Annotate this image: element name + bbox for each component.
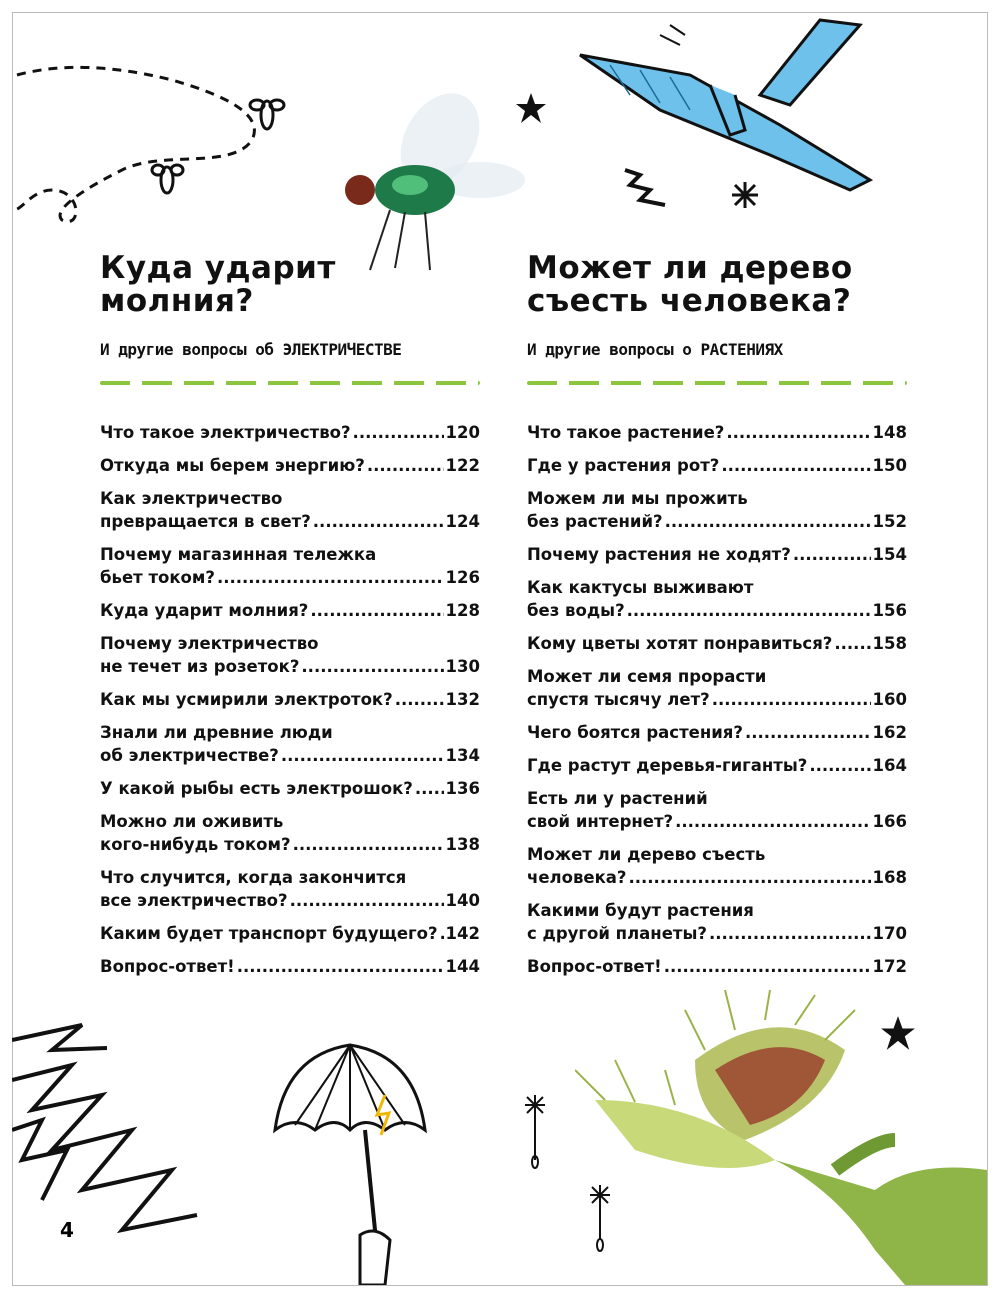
toc-entry-line (527, 922, 907, 945)
dot-leader (281, 744, 444, 767)
toc-page-number: 124 (445, 512, 480, 531)
dot-leader (809, 754, 870, 777)
dandelion-seed-icon (520, 1090, 550, 1170)
toc-entry-title: Чего боятся растения? (527, 723, 743, 742)
toc-page-number: 130 (445, 657, 480, 676)
toc-page-number: 156 (872, 601, 907, 620)
section-subtitle: И другие вопросы об ЭЛЕКТРИЧЕСТВЕ (100, 340, 402, 359)
zigzag-doodle-icon (620, 165, 680, 210)
toc-entry-title: Вопрос-ответ! (527, 957, 662, 976)
toc-entry-line (527, 599, 907, 622)
toc-entry-title: Почему электричество (100, 634, 319, 653)
toc-entry-line (100, 777, 480, 800)
toc-entry-line (100, 810, 480, 833)
page-number: 4 (60, 1218, 74, 1242)
toc-page-number: 170 (872, 924, 907, 943)
fly-illustration (330, 90, 530, 275)
dot-leader (415, 777, 444, 800)
toc-entry[interactable] (100, 599, 480, 622)
toc-entry-title: без воды? (527, 601, 625, 620)
toc-entry-line (527, 787, 907, 810)
toc-entry-title: Где у растения рот? (527, 456, 720, 475)
toc-entry-title: Куда ударит молния? (100, 601, 309, 620)
toc-entry-line (100, 721, 480, 744)
toc-entry-title: свой интернет? (527, 812, 674, 831)
toc-entry-title: спустя тысячу лет? (527, 690, 710, 709)
toc-page-number: 172 (872, 957, 907, 976)
toc-page-number: 162 (872, 723, 907, 742)
star-icon (515, 92, 547, 124)
toc-entry-title: Может ли дерево съесть (527, 845, 766, 864)
toc-entry-title: Есть ли у растений (527, 789, 708, 808)
venus-flytrap-illustration (575, 990, 987, 1285)
toc-entry[interactable] (100, 421, 480, 444)
toc-entry-title: Почему магазинная тележка (100, 545, 377, 564)
toc-entry-title: Знали ли древние люди (100, 723, 333, 742)
toc-page-number: 160 (872, 690, 907, 709)
title-line: съесть человека? (527, 283, 852, 319)
dot-leader (628, 866, 870, 889)
toc-entry-title: все электричество? (100, 891, 288, 910)
toc-entry[interactable] (527, 487, 907, 533)
toc-entry-line (100, 866, 480, 889)
flies-doodle-icon (12, 60, 312, 230)
toc-entry-line (100, 566, 480, 589)
toc-entry[interactable] (100, 721, 480, 767)
toc-entry[interactable] (527, 899, 907, 945)
dot-leader (301, 655, 443, 678)
toc-entry[interactable] (100, 922, 480, 945)
toc-entry-line (100, 543, 480, 566)
toc-entry[interactable] (527, 665, 907, 711)
dot-leader (627, 599, 871, 622)
toc-entry-title: Можем ли мы прожить (527, 489, 748, 508)
dot-leader (290, 889, 444, 912)
dot-leader (395, 688, 444, 711)
toc-entry-title: Что случится, когда закончится (100, 868, 407, 887)
toc-entry-line (527, 665, 907, 688)
toc-list (527, 421, 907, 978)
toc-entry-title: Кому цветы хотят понравиться? (527, 634, 833, 653)
toc-page-number: 150 (872, 456, 907, 475)
toc-entry-title: Каким будет транспорт будущего? (100, 924, 438, 943)
dot-leader (745, 721, 871, 744)
toc-entry[interactable] (100, 543, 480, 589)
toc-page-number: 152 (872, 512, 907, 531)
dot-leader (665, 510, 871, 533)
toc-entry[interactable] (100, 454, 480, 477)
dandelion-seed-icon (585, 1180, 615, 1260)
toc-entry-line (527, 421, 907, 444)
dot-leader (709, 922, 871, 945)
toc-entry[interactable] (527, 787, 907, 833)
toc-entry[interactable] (100, 777, 480, 800)
dot-leader (712, 688, 871, 711)
dot-leader (440, 922, 444, 945)
toc-page-number: 134 (445, 746, 480, 765)
toc-entry-line (100, 833, 480, 856)
toc-entry-title: Откуда мы берем энергию? (100, 456, 365, 475)
section-title (527, 252, 907, 318)
toc-entry-line (527, 866, 907, 889)
toc-entry-title: с другой планеты? (527, 924, 707, 943)
section-title (100, 252, 480, 318)
toc-entry-line (527, 454, 907, 477)
toc-entry-title: Почему растения не ходят? (527, 545, 791, 564)
toc-entry-line (100, 922, 480, 945)
toc-page-number: 144 (445, 957, 480, 976)
dot-leader (793, 543, 871, 566)
dot-leader (313, 510, 444, 533)
dot-leader (367, 454, 444, 477)
toc-page-number: 148 (872, 423, 907, 442)
toc-entry[interactable] (527, 632, 907, 655)
dot-leader (664, 955, 871, 978)
toc-entry-line (527, 632, 907, 655)
toc-entry[interactable] (100, 632, 480, 678)
toc-entry[interactable] (100, 810, 480, 856)
toc-entry[interactable] (527, 843, 907, 889)
umbrella-illustration (265, 1035, 435, 1285)
dot-leader (721, 454, 870, 477)
toc-page-number: 168 (872, 868, 907, 887)
toc-entry-title: Может ли семя прорасти (527, 667, 767, 686)
toc-entry[interactable] (527, 421, 907, 444)
dot-leader (310, 599, 443, 622)
divider (100, 381, 480, 385)
toc-entry-line (100, 688, 480, 711)
dot-leader (217, 566, 444, 589)
toc-entry-line (527, 510, 907, 533)
toc-entry-title: об электричестве? (100, 746, 279, 765)
toc-entry-title: человека? (527, 868, 627, 887)
toc-entry[interactable] (527, 454, 907, 477)
toc-entry-line (527, 721, 907, 744)
toc-section-electricity (100, 252, 480, 988)
toc-page-number: 166 (872, 812, 907, 831)
toc-page-number: 120 (445, 423, 480, 442)
toc-entry[interactable] (527, 543, 907, 566)
toc-page-number: 128 (445, 601, 480, 620)
toc-entry-title: Что такое растение? (527, 423, 725, 442)
toc-entry-line (100, 955, 480, 978)
toc-list (100, 421, 480, 978)
toc-entry[interactable] (100, 866, 480, 912)
toc-entry-title: кого-нибудь током? (100, 835, 291, 854)
toc-entry-title: Как кактусы выживают (527, 578, 754, 597)
title-line: молния? (100, 283, 254, 319)
toc-entry[interactable] (527, 721, 907, 744)
dot-leader (675, 810, 870, 833)
divider (527, 381, 907, 385)
star-icon (880, 1015, 916, 1051)
dot-leader (293, 833, 444, 856)
toc-entry-line (100, 744, 480, 767)
toc-entry-title: Где растут деревья-гиганты? (527, 756, 808, 775)
toc-page-number: 132 (445, 690, 480, 709)
toc-entry-line (100, 599, 480, 622)
toc-entry[interactable] (527, 576, 907, 622)
toc-page-number: 154 (872, 545, 907, 564)
toc-entry[interactable] (527, 955, 907, 978)
toc-entry-line (527, 843, 907, 866)
toc-entry-line (100, 889, 480, 912)
toc-entry-line (100, 487, 480, 510)
dot-leader (726, 421, 870, 444)
toc-entry-title: Вопрос-ответ! (100, 957, 235, 976)
toc-entry-title: Что такое электричество? (100, 423, 351, 442)
toc-entry-title: Какими будут растения (527, 901, 754, 920)
toc-entry-line (527, 688, 907, 711)
toc-entry-line (100, 454, 480, 477)
toc-entry[interactable] (100, 487, 480, 533)
toc-entry-line (527, 810, 907, 833)
toc-page-number: 158 (872, 634, 907, 653)
toc-page-number: 126 (445, 568, 480, 587)
toc-entry-title: Можно ли оживить (100, 812, 284, 831)
toc-entry-title: Как электричество (100, 489, 283, 508)
toc-entry-title: Как мы усмирили электроток? (100, 690, 393, 709)
toc-entry-line (100, 632, 480, 655)
dot-leader (237, 955, 444, 978)
title-line: Может ли дерево (527, 250, 853, 286)
title-line: Куда ударит (100, 250, 336, 286)
toc-entry-line (100, 421, 480, 444)
toc-page-number: 142 (445, 924, 480, 943)
toc-entry-line (527, 899, 907, 922)
toc-entry[interactable] (100, 955, 480, 978)
toc-entry-line (527, 576, 907, 599)
dot-leader (353, 421, 444, 444)
toc-entry[interactable] (100, 688, 480, 711)
toc-page-number: 164 (872, 756, 907, 775)
toc-section-plants (527, 252, 907, 988)
toc-entry-line (100, 510, 480, 533)
toc-entry[interactable] (527, 754, 907, 777)
lightning-doodle-icon (12, 1020, 202, 1250)
toc-entry-line (527, 754, 907, 777)
toc-page-number: 140 (445, 891, 480, 910)
toc-entry-line (100, 655, 480, 678)
toc-entry-line (527, 487, 907, 510)
toc-page-number: 136 (445, 779, 480, 798)
toc-page-number: 138 (445, 835, 480, 854)
dot-leader (834, 632, 870, 655)
toc-entry-title: У какой рыбы есть электрошок? (100, 779, 413, 798)
toc-entry-title: бьет током? (100, 568, 215, 587)
toc-entry-title: превращается в свет? (100, 512, 311, 531)
asterisk-icon (730, 180, 760, 210)
toc-page-number: 122 (445, 456, 480, 475)
toc-entry-line (527, 543, 907, 566)
toc-entry-line (527, 955, 907, 978)
toc-entry-title: без растений? (527, 512, 663, 531)
toc-entry-title: не течет из розеток? (100, 657, 300, 676)
section-subtitle: И другие вопросы о РАСТЕНИЯХ (527, 340, 783, 359)
